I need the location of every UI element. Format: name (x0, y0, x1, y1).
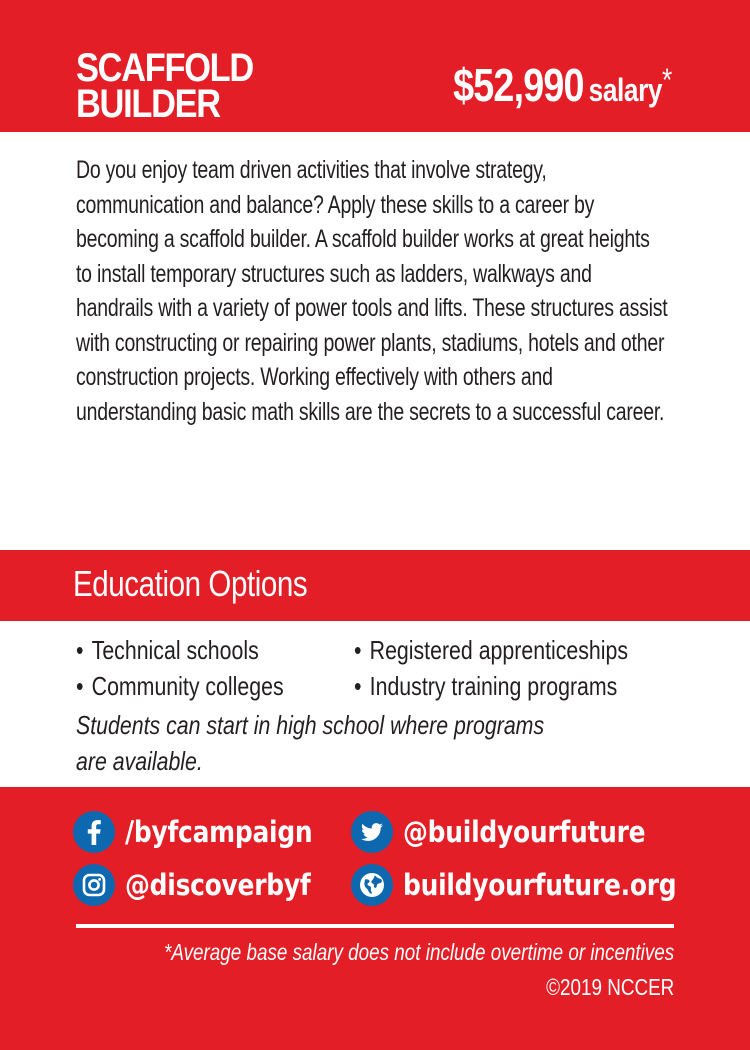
list-item: • Industry training programs (354, 668, 628, 704)
globe-icon (351, 864, 393, 906)
footer-band (0, 787, 750, 1050)
footer-divider (76, 924, 674, 928)
salary-amount: $52,990 (452, 59, 584, 111)
education-band (0, 550, 750, 621)
facebook-link[interactable] (73, 811, 343, 853)
twitter-icon (351, 811, 393, 853)
salary-disclaimer: *Average base salary does not include overtime or incentives (163, 939, 674, 965)
facebook-handle: /byfcampaign (125, 815, 313, 849)
list-item: • Registered apprenticeships (354, 632, 628, 668)
website-link[interactable] (351, 864, 721, 906)
job-title-line-2: BUILDER (76, 82, 220, 126)
twitter-link[interactable] (351, 811, 685, 853)
education-note (76, 707, 634, 779)
list-item: • Technical schools (76, 632, 284, 668)
education-options-right (354, 632, 628, 704)
education-note-line-2: are available. (76, 746, 203, 776)
instagram-link[interactable] (73, 864, 341, 906)
website-url: buildyourfuture.org (403, 868, 677, 902)
facebook-icon (73, 811, 115, 853)
salary (453, 58, 672, 112)
education-note-line-1: Students can start in high school where programs (76, 710, 545, 740)
job-description: Do you enjoy team driven activities that involve strategy, communication and balance? Apply these skills to a career by becoming a scaffold builder. A scaffold builder works at great heights to install temporary structures such as ladders, walkways and handrails with a variety of power tools and lifts. These structures assist with constructing or repairing power plants, stadiums, hotels and other construction projects. Working effectively with others and understanding basic math skills are the secrets to a successful career. (76, 156, 668, 426)
education-options-left (76, 632, 284, 704)
education-heading: Education Options (73, 563, 308, 604)
instagram-icon (73, 864, 115, 906)
list-item: • Community colleges (76, 668, 284, 704)
salary-footnote-mark: * (661, 62, 672, 98)
copyright: ©2019 NCCER (545, 974, 674, 1000)
salary-label: salary (588, 72, 662, 108)
job-title-line-1: SCAFFOLD (76, 46, 253, 90)
header-band (0, 0, 750, 132)
twitter-handle: @buildyourfuture (403, 815, 646, 849)
job-title (76, 46, 253, 126)
instagram-handle: @discoverbyf (125, 868, 311, 902)
